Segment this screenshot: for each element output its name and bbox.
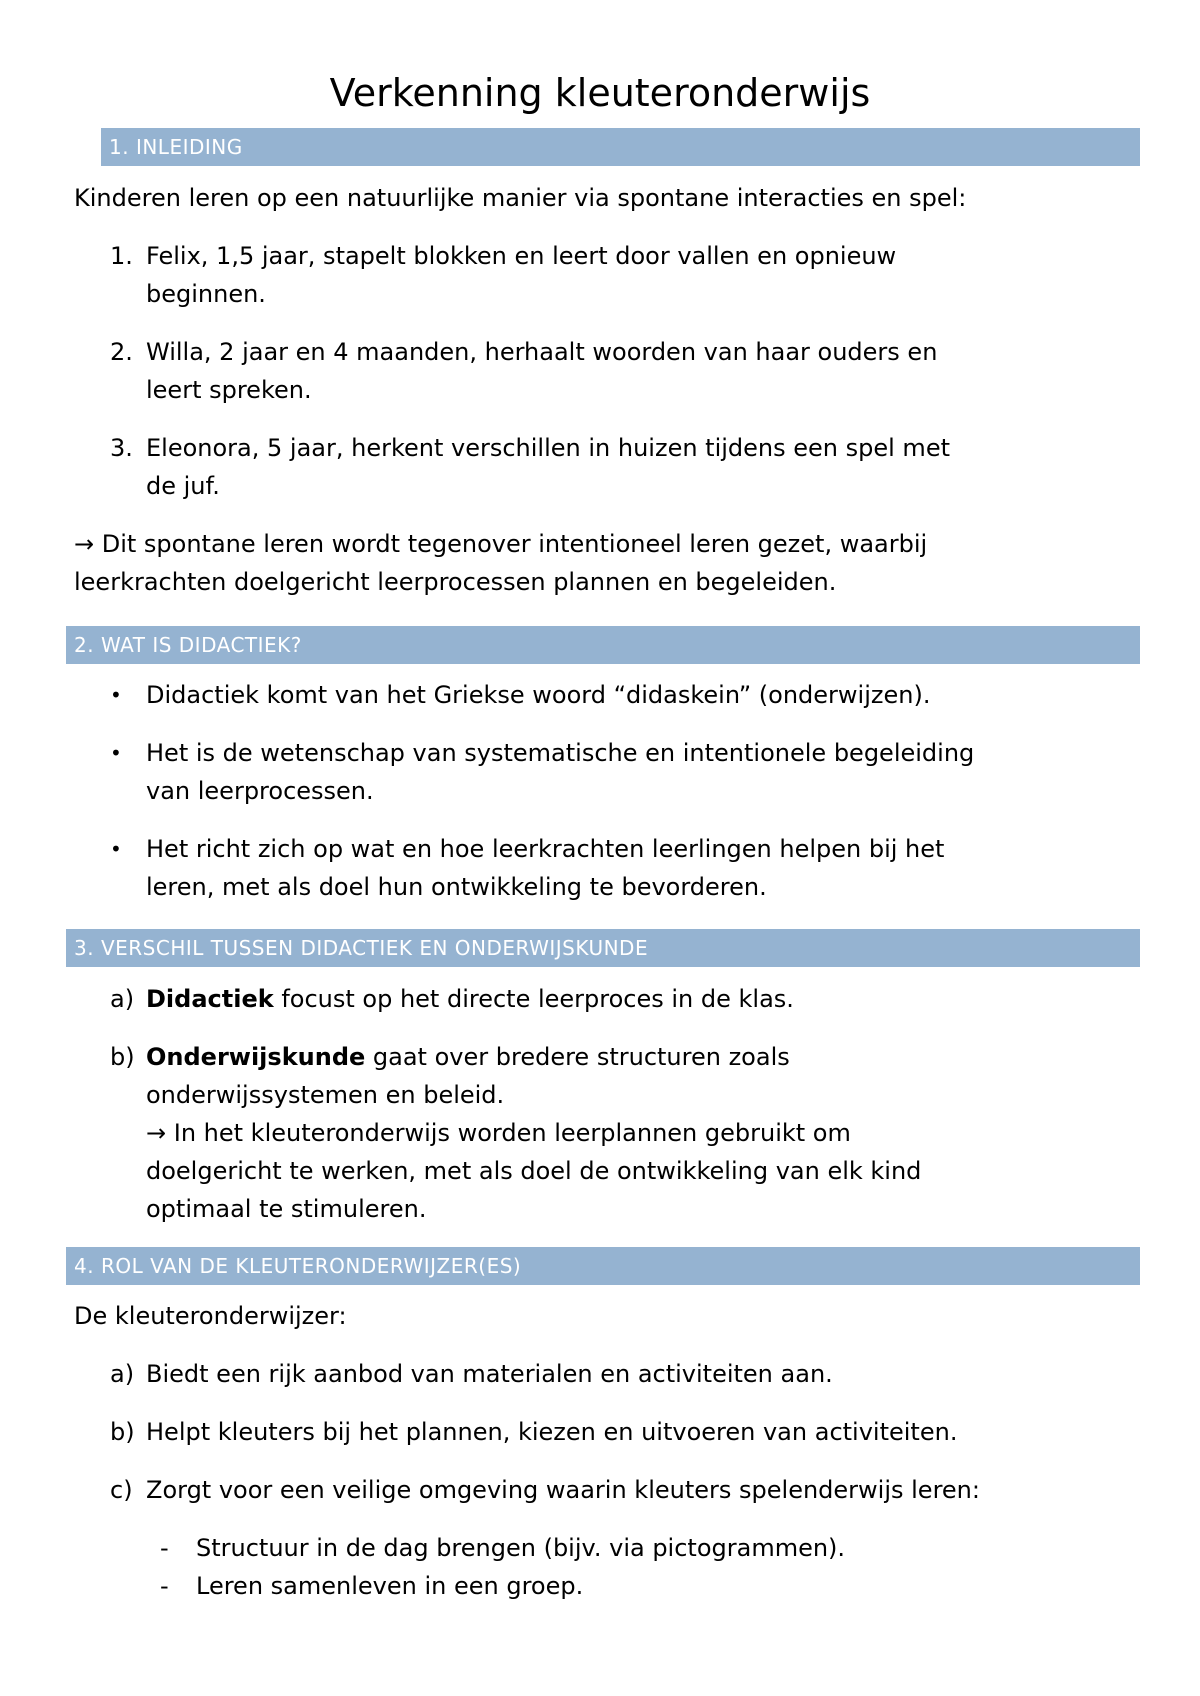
list-item-line: onderwijssystemen en beleid. <box>146 1081 505 1109</box>
term-onderwijskunde: Onderwijskunde <box>146 1043 366 1071</box>
bullet-marker: • <box>110 837 122 861</box>
conclusion-line: leerkrachten doelgericht leerprocessen plannen en begeleiden. <box>74 568 837 596</box>
list-item-line <box>146 1038 1146 1076</box>
list-item-line: Felix, 1,5 jaar, stapelt blokken en leert door vallen en opnieuw <box>146 242 897 270</box>
section-heading-inleiding: 1. INLEIDING <box>101 128 1140 166</box>
list-marker: a) <box>110 1360 135 1388</box>
list-item-line: Biedt een rijk aanbod van materialen en activiteiten aan. <box>146 1360 833 1388</box>
list-item-line: → In het kleuteronderwijs worden leerplannen gebruikt om <box>146 1119 851 1147</box>
dash-marker: - <box>160 1534 169 1562</box>
sub-list-text: Leren samenleven in een groep. <box>196 1572 584 1600</box>
list-marker: a) <box>110 985 135 1013</box>
list-marker: c) <box>110 1476 133 1504</box>
sub-list-text: Structuur in de dag brengen (bijv. via pictogrammen). <box>196 1534 846 1562</box>
page-title: Verkenning kleuteronderwijs <box>329 71 871 115</box>
section-4-intro: De kleuteronderwijzer: <box>74 1302 347 1330</box>
list-item-line: Willa, 2 jaar en 4 maanden, herhaalt woorden van haar ouders en <box>146 338 938 366</box>
bullet-line: leren, met als doel hun ontwikkeling te bevorderen. <box>146 873 767 901</box>
section-heading-rol: 4. ROL VAN DE KLEUTERONDERWIJZER(ES) <box>66 1247 1140 1285</box>
list-item-line: leert spreken. <box>146 376 312 404</box>
bullet-line: Het is de wetenschap van systematische en intentionele begeleiding <box>146 739 975 767</box>
section-heading-wat-is-didactiek: 2. WAT IS DIDACTIEK? <box>66 626 1140 664</box>
list-item-line <box>146 980 1146 1018</box>
section-1-intro: Kinderen leren op een natuurlijke manier via spontane interacties en spel: <box>74 184 967 212</box>
list-marker: 1. <box>110 242 133 270</box>
list-item-line: Zorgt voor een veilige omgeving waarin kleuters spelenderwijs leren: <box>146 1476 980 1504</box>
bullet-line: Het richt zich op wat en hoe leerkrachten leerlingen helpen bij het <box>146 835 945 863</box>
list-item-line: de juf. <box>146 472 220 500</box>
list-marker: 2. <box>110 338 133 366</box>
term-didactiek: Didactiek <box>146 985 274 1013</box>
section-1-conclusion <box>74 525 1140 601</box>
conclusion-line: → Dit spontane leren wordt tegenover intentioneel leren gezet, waarbij <box>74 530 928 558</box>
list-marker: 3. <box>110 434 133 462</box>
section-heading-verschil: 3. VERSCHIL TUSSEN DIDACTIEK EN ONDERWIJSKUNDE <box>66 929 1140 967</box>
bullet-marker: • <box>110 683 122 707</box>
list-marker: b) <box>110 1418 135 1446</box>
list-marker: b) <box>110 1043 135 1071</box>
term-description: focust op het directe leerproces in de klas. <box>273 985 794 1013</box>
bullet-line: Didactiek komt van het Griekse woord “didaskein” (onderwijzen). <box>146 681 931 709</box>
list-item-line: Helpt kleuters bij het plannen, kiezen en uitvoeren van activiteiten. <box>146 1418 958 1446</box>
list-item-line: beginnen. <box>146 280 266 308</box>
bullet-marker: • <box>110 741 122 765</box>
dash-marker: - <box>160 1572 169 1600</box>
list-item-line: doelgericht te werken, met als doel de ontwikkeling van elk kind <box>146 1157 922 1185</box>
list-item-line: optimaal te stimuleren. <box>146 1195 427 1223</box>
list-item-line: Eleonora, 5 jaar, herkent verschillen in huizen tijdens een spel met <box>146 434 950 462</box>
bullet-line: van leerprocessen. <box>146 777 374 805</box>
term-description: gaat over bredere structuren zoals <box>365 1043 790 1071</box>
